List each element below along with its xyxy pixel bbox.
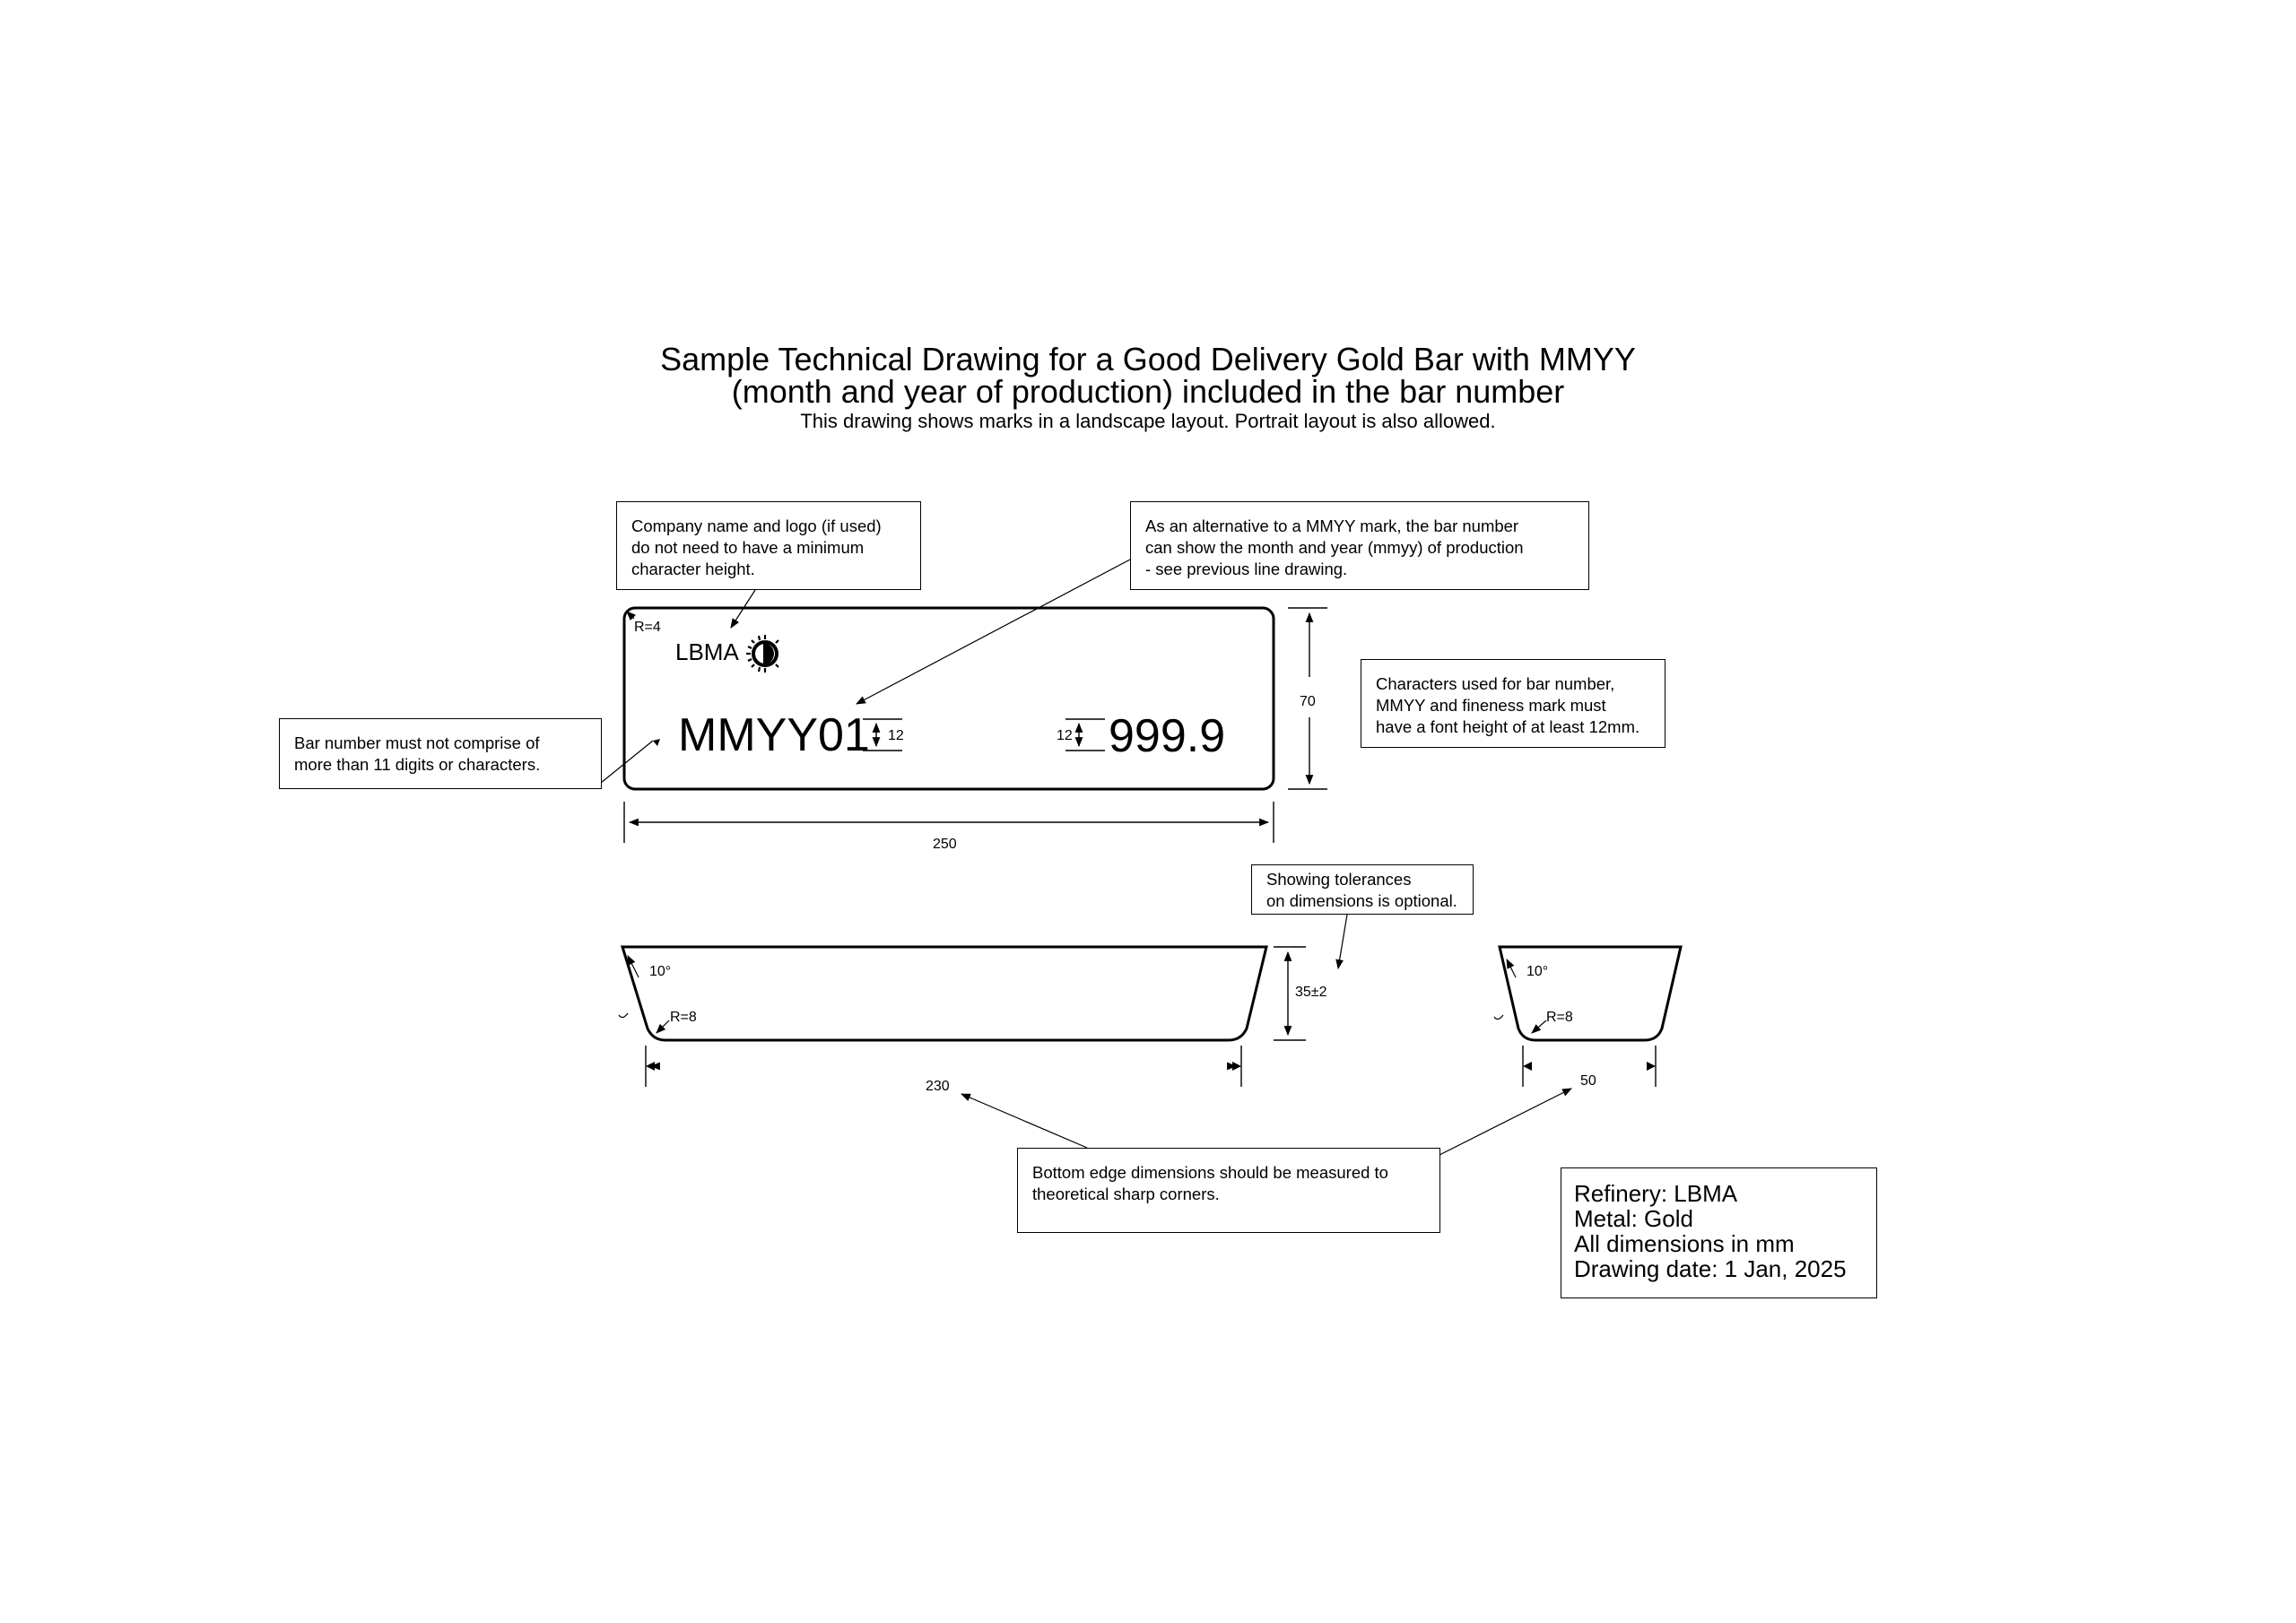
end-angle-arrow (1507, 959, 1516, 977)
side-radius-label: R=8 (670, 1010, 697, 1025)
info-metal: Metal: Gold (1574, 1205, 1693, 1232)
end-angle-label: 10° (1526, 964, 1549, 979)
bottom-width-label: 50 (1580, 1073, 1596, 1089)
bottom-note-leader-left (961, 1094, 1087, 1148)
tolerance-note-leader (1338, 915, 1347, 968)
fineness-mark: 999.9 (1109, 710, 1226, 762)
bar-number-arrowhead (653, 739, 660, 746)
bottom-length-label: 230 (926, 1079, 950, 1094)
info-units: All dimensions in mm (1574, 1230, 1795, 1257)
lbma-sun-icon (746, 635, 778, 673)
char-height-label-left: 12 (888, 728, 904, 743)
side-radius-arrow (657, 1020, 669, 1033)
bar-number-mark: MMYY01 (678, 709, 870, 761)
alternative-mmyy-note: As an alternative to a MMYY mark, the bar number can show the month and year (mmyy) of production - see previous line drawing. (1130, 501, 1589, 590)
drawing-info-box (1561, 1167, 1877, 1298)
thickness-label: 35±2 (1295, 985, 1327, 1000)
tolerances-note: Showing tolerances on dimensions is optional. (1251, 864, 1474, 915)
bar-side-outline (622, 947, 1266, 1040)
drawing-title-line2: (month and year of production) included in the bar number (731, 373, 1565, 410)
company-name-note: Company name and logo (if used) do not need to have a minimum character height. (616, 501, 921, 590)
bar-number-note-leader (601, 741, 653, 783)
info-refinery: Refinery: LBMA (1574, 1180, 1738, 1207)
corner-radius-arrow (627, 612, 634, 619)
side-angle-label: 10° (649, 964, 672, 979)
bottom-note-leader-right (1439, 1089, 1571, 1155)
bottom-edge-note: Bottom edge dimensions should be measured to theoretical sharp corners. (1017, 1148, 1440, 1233)
corner-radius-label: R=4 (634, 620, 661, 635)
end-radius-label: R=8 (1546, 1010, 1573, 1025)
end-radius-arrow (1532, 1020, 1546, 1033)
bar-end-outline (1500, 947, 1681, 1040)
height-label: 70 (1300, 694, 1316, 709)
drawing-title-line1: Sample Technical Drawing for a Good Delivery Gold Bar with MMYY (660, 341, 1636, 378)
logo-text: LBMA (675, 638, 739, 665)
info-date: Drawing date: 1 Jan, 2025 (1574, 1255, 1847, 1282)
char-height-label-right: 12 (1057, 728, 1073, 743)
bar-number-note: Bar number must not comprise of more than 11 digits or characters. (279, 718, 602, 789)
character-height-note: Characters used for bar number, MMYY and fineness mark must have a font height of at least 12mm. (1361, 659, 1665, 748)
top-length-label: 250 (933, 837, 957, 852)
drawing-subtitle: This drawing shows marks in a landscape layout. Portrait layout is also allowed. (800, 410, 1496, 432)
